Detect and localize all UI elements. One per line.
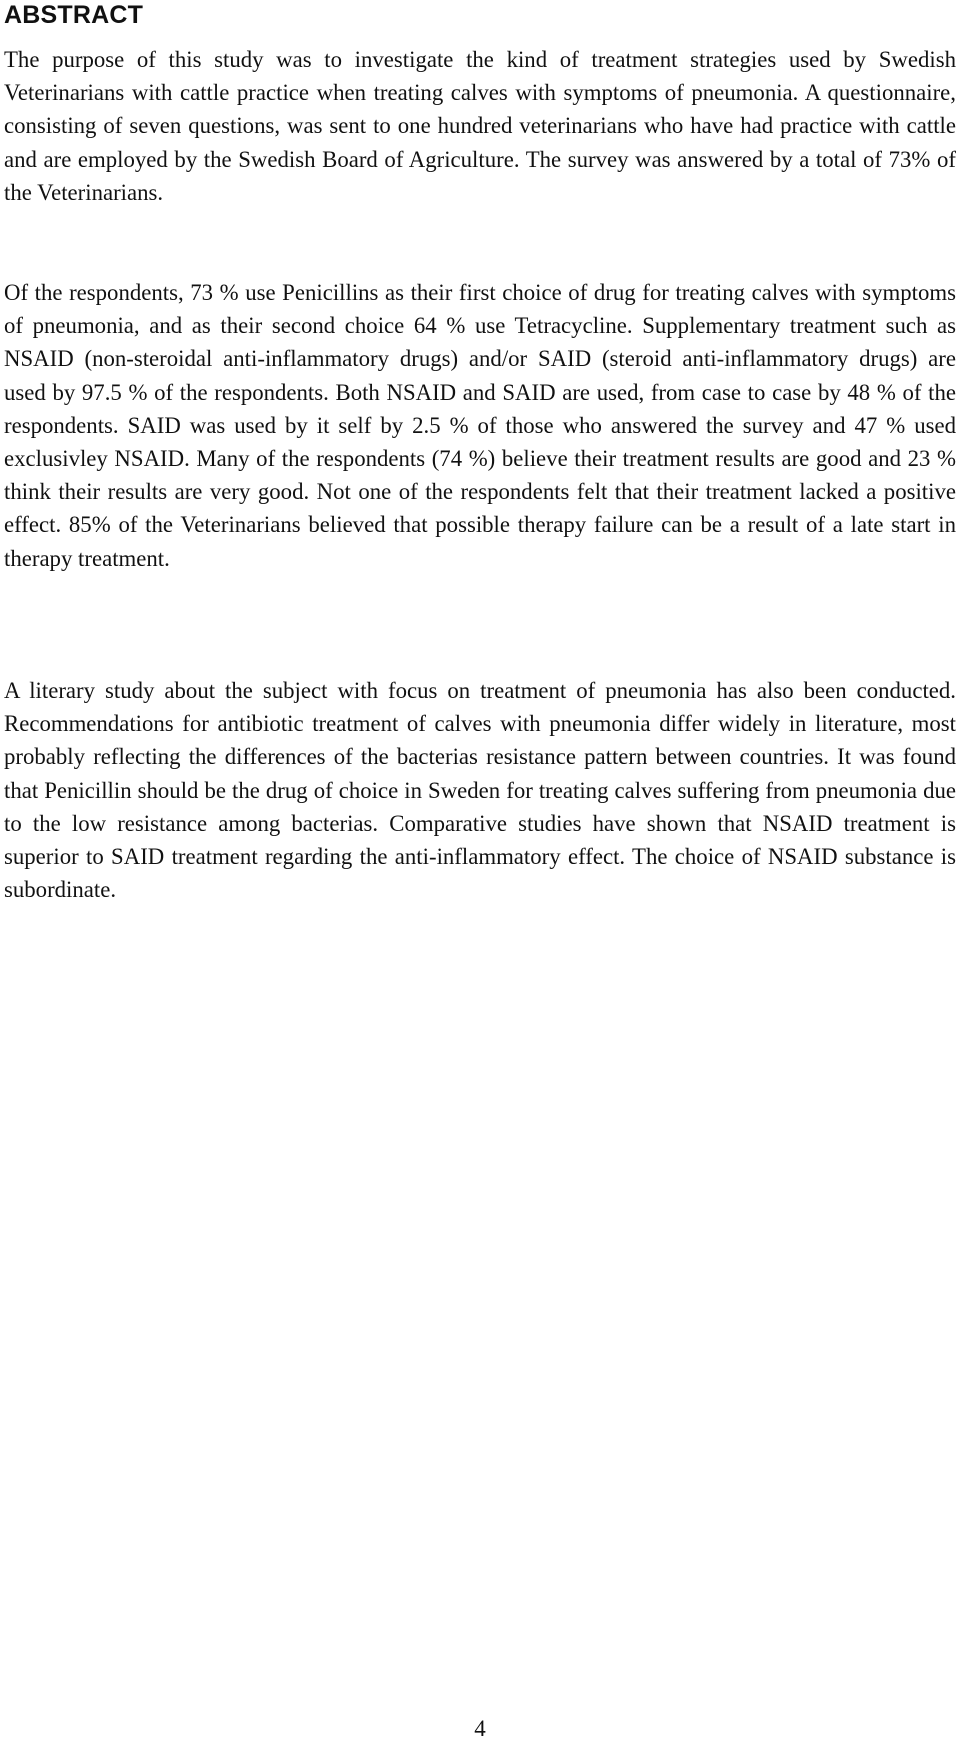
abstract-paragraph-results: Of the respondents, 73 % use Penicillins as their first choice of drug for treating calves with symptoms of pneumonia, and as their second choice 64 % use Tetracycline. Supplementary treatment such as NSAID (non-steroidal anti-inflammatory drugs) and/or SAID (steroid anti-inflammatory drugs) are used by 97.5 % of the respondents. Both NSAID and SAID are used, from case to case by 48 % of the respondents. SAID was used by it self by 2.5 % of those who answered the survey and 47 % used exclusivley NSAID. Many of the respondents (74 %) believe their treatment results are good and 23 % think their results are very good. Not one of the respondents felt that their treatment lacked a positive effect. 85% of the Veterinarians believed that possible therapy failure can be a result of a late start in therapy treatment.	[4, 280, 956, 571]
page-number: 4	[474, 1716, 486, 1741]
abstract-paragraph-purpose: The purpose of this study was to investigate the kind of treatment strategies used by Swedish Veterinarians with cattle practice when treating calves with symptoms of pneumonia. A questionnaire, consisting of seven questions, was sent to one hundred veterinarians who have had practice with cattle and are employed by the Swedish Board of Agriculture. The survey was answered by a total of 73% of the Veterinarians.	[4, 47, 956, 205]
abstract-paragraph-literature: A literary study about the subject with focus on treatment of pneumonia has also been conducted. Recommendations for antibiotic treatment of calves with pneumonia differ widely in literature, most probably reflecting the differences of the bacterias resistance pattern between countries. It was found that Penicillin should be the drug of choice in Sweden for treating calves suffering from pneumonia due to the low resistance among bacterias. Comparative studies have shown that NSAID treatment is superior to SAID treatment regarding the anti-inflammatory effect. The choice of NSAID substance is subordinate.	[4, 678, 956, 903]
abstract-heading: ABSTRACT	[4, 1, 144, 29]
